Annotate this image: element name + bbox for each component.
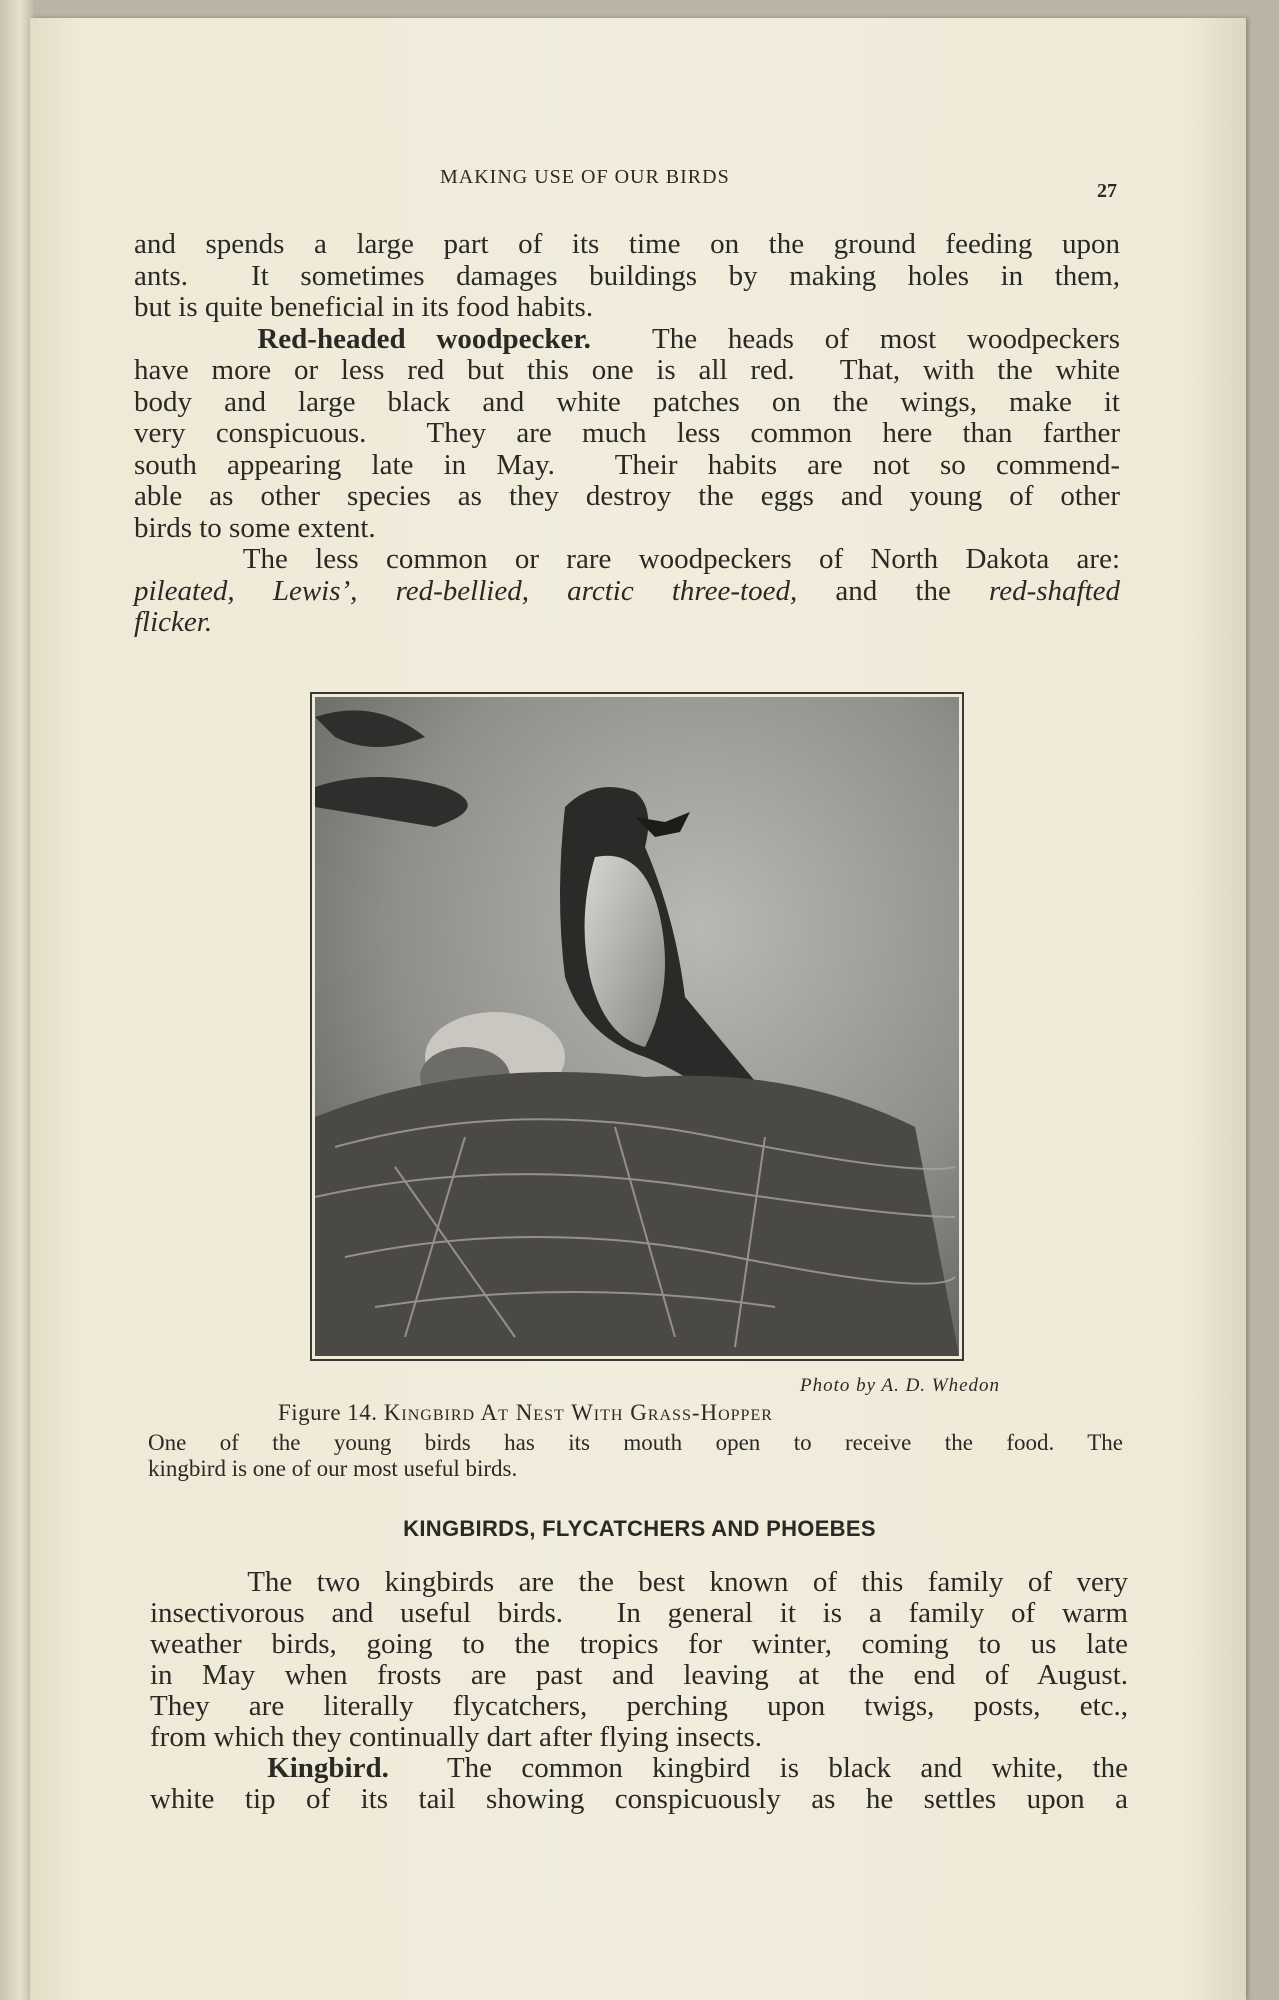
text-run: They are literally flycatchers, perching upon twigs, posts, etc., <box>150 1690 1128 1722</box>
figure-label <box>278 1400 773 1426</box>
text-run: ants. It sometimes damages buildings by making holes in them, <box>134 259 1120 292</box>
text-line <box>150 1628 1128 1660</box>
text-line <box>134 512 1120 544</box>
text-run: and spends a large part of its time on the ground feeding upon <box>134 228 1120 260</box>
text-line <box>150 1597 1128 1629</box>
text-run: The heads of most woodpeckers <box>590 322 1120 355</box>
section-heading: KINGBIRDS, FLYCATCHERS AND PHOEBES <box>403 1516 876 1541</box>
text-run: very conspicuous. They are much less common here than farther <box>134 417 1120 449</box>
text-line <box>134 228 1120 260</box>
text-run: white tip of its tail showing conspicuously as he settles upon a <box>150 1783 1128 1815</box>
text-run: in May when frosts are past and leaving at the end of August. <box>150 1659 1128 1691</box>
figure-number: Figure 14. <box>278 1400 378 1425</box>
photo-credit: Photo by A. D. Whedon <box>800 1375 1001 1396</box>
text-line <box>150 1566 1128 1598</box>
text-line <box>134 417 1120 449</box>
text-run: from which they continually dart after flying insects. <box>150 1721 763 1753</box>
text-line <box>134 606 1120 638</box>
text-run: south appearing late in May. Their habits are not so commend- <box>134 448 1120 481</box>
text-line <box>150 1752 1128 1784</box>
running-head: MAKING USE OF OUR BIRDS <box>440 166 730 188</box>
text-run: weather birds, going to the tropics for winter, coming to us late <box>150 1628 1128 1660</box>
text-line <box>134 386 1120 418</box>
text-line <box>134 323 1120 355</box>
figure-photo <box>310 692 964 1361</box>
text-line <box>134 449 1120 481</box>
text-run: and the <box>797 574 989 607</box>
text-line <box>134 260 1120 292</box>
text-run <box>150 1752 267 1784</box>
text-run: insectivorous and useful birds. In general it is a family of warm <box>150 1597 1128 1629</box>
text-run: body and large black and white patches on the wings, make it <box>134 385 1120 418</box>
figure-title: Kingbird At Nest With Grass-Hopper <box>383 1400 773 1425</box>
text-run: The common kingbird is black and white, the <box>388 1752 1128 1784</box>
kingbird-nest-photo <box>315 697 959 1356</box>
text-line <box>150 1783 1128 1815</box>
text-run: The less common or rare woodpeckers of North Dakota are: <box>134 543 1120 575</box>
text-line <box>134 480 1120 512</box>
text-line <box>150 1721 1128 1753</box>
figure-caption-line: kingbird is one of our most useful birds. <box>148 1456 518 1481</box>
italic-text: red-shafted <box>988 574 1120 607</box>
italic-text: flicker. <box>134 606 213 638</box>
text-run: but is quite beneficial in its food habits. <box>134 291 594 323</box>
bold-run-in: Red-headed woodpecker. <box>257 322 591 355</box>
text-line <box>150 1690 1128 1722</box>
text-line <box>134 291 1120 323</box>
text-run: The two kingbirds are the best known of this family of very <box>150 1566 1128 1598</box>
figure-caption-line: One of the young birds has its mouth open to receive the food. The <box>148 1430 1123 1455</box>
text-line <box>150 1659 1128 1691</box>
bold-run-in: Kingbird. <box>267 1752 389 1784</box>
page-number: 27 <box>1097 180 1117 202</box>
text-run: able as other species as they destroy the eggs and young of other <box>134 480 1120 512</box>
text-run: birds to some extent. <box>134 511 376 544</box>
book-spine <box>0 0 34 2000</box>
text-line <box>134 354 1120 386</box>
text-run: have more or less red but this one is all red. That, with the white <box>134 354 1120 386</box>
text-line <box>134 543 1120 575</box>
italic-text: pileated, Lewis’, red-bellied, arctic three-toed, <box>134 574 798 607</box>
text-run <box>134 323 257 355</box>
text-line <box>134 575 1120 607</box>
